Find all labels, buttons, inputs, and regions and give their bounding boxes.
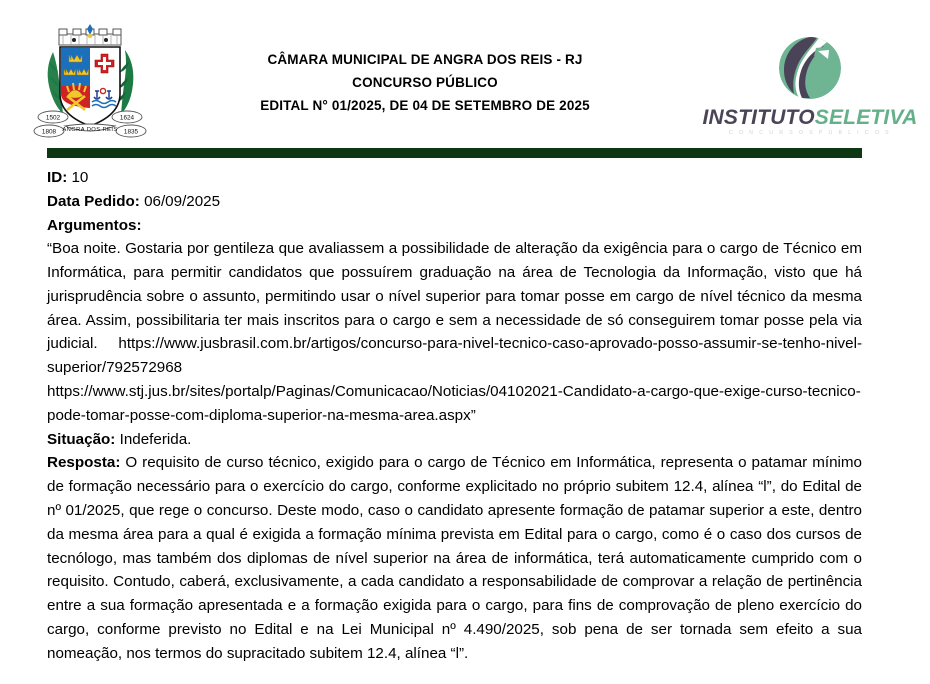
document-body [47,166,862,665]
record-id-value: 10 [71,169,89,186]
header-title-line-3: EDITAL N° 01/2025, DE 04 DE SETEMBRO DE 2025 [260,98,590,114]
record-id-line [47,166,862,190]
instituto-seletiva-mark-icon [772,30,848,106]
svg-text:1808: 1808 [41,128,57,136]
header-title-line-2: CONCURSO PÚBLICO [352,75,498,91]
argumentos-text: “Boa noite. Gostaria por gentileza que avaliassem a possibilidade de alteração da exigência para o cargo de Técnico em Informática, para permitir candidatos que possuírem graduação na área de Tecnologia da Informação, visto que há jurisprudência sobre o assunto, permitindo usar o nível superior para tomar posse em cargo de nível técnico da mesma área. Assim, possibilitaria ter mais inscritos para o cargo e sem a necessidade de só conseguirem tomar posse pela via judicial. https://www.jusbrasil.com.br/artigos/concurso-para-nivel-tecnico-caso-aprovado-posso-assumir-se-tenho-nivel-superior/792572968 [47,240,862,377]
resposta-text: O requisito de curso técnico, exigido para o cargo de Técnico em Informática, representa o patamar mínimo de formação necessário para o exercício do cargo, conforme explicitado no próprio subitem 12.4, alínea “l”, do Edital de nº 01/2025, que rege o concurso. Deste modo, caso o candidato apresente formação de patamar superior a este, dentro da mesma área para a qual é exigida a formação mínima prevista em Edital para o cargo, como é o caso dos cursos de tecnólogo, mas também dos diplomas de nível superior na área de informática, terá automaticamente cumprido com o requisito. Contudo, caberá, exclusivamente, a cada candidato a responsabilidade de comprovar a relação de pertinência entre a sua formação apresentada e a formação exigida para o cargo, para fins de comprovação de pleno exercício do cargo, conforme previsto no Edital e na Lei Municipal nº 4.490/2025, sob pena de ser tornada sem efeito a sua nomeação, nos termos do supracitado subitem 12.4, alínea “l”. [47,454,862,662]
situacao-line [47,428,862,452]
header-title-line-1: CÂMARA MUNICIPAL DE ANGRA DOS REIS - RJ [267,52,583,67]
header-divider-bar [47,148,862,158]
argumentos-url-secondary: https://www.stj.jus.br/sites/portalp/Paginas/Comunicacao/Noticias/04102021-Candidato-a-cargo-que-exige-curso-tecnico-pode-tomar-posse-com-diploma-superior-na-mesma-area.aspx” [47,383,861,424]
record-date-line [47,190,862,214]
situacao-value: Indeferida. [119,430,192,448]
instituto-seletiva-wordmark [703,107,918,128]
document-header [0,0,930,136]
situacao-label: Situação: [47,430,116,448]
angra-dos-reis-coat-of-arms-icon [29,22,151,140]
record-id-label: ID: [47,169,68,186]
svg-text:1502: 1502 [45,114,61,122]
resposta-label: Resposta: [47,454,121,472]
record-date-label: Data Pedido: [47,192,140,210]
wordmark-seletiva: SELETIVA [814,106,918,129]
record-date-value: 06/09/2025 [144,192,221,210]
svg-text:1835: 1835 [123,128,139,136]
instituto-seletiva-logo-container [690,22,930,136]
instituto-seletiva-tagline: C O N C U R S O S P Ú B L I C O S [729,130,891,136]
header-titles [160,22,690,118]
resposta-block [47,451,862,665]
wordmark-instituto: INSTITUTO [702,106,815,129]
coat-of-arms-container [0,22,160,140]
svg-text:ANGRA DOS REIS: ANGRA DOS REIS [62,127,118,134]
svg-text:1624: 1624 [119,114,135,122]
argumentos-label: Argumentos: [47,216,142,234]
